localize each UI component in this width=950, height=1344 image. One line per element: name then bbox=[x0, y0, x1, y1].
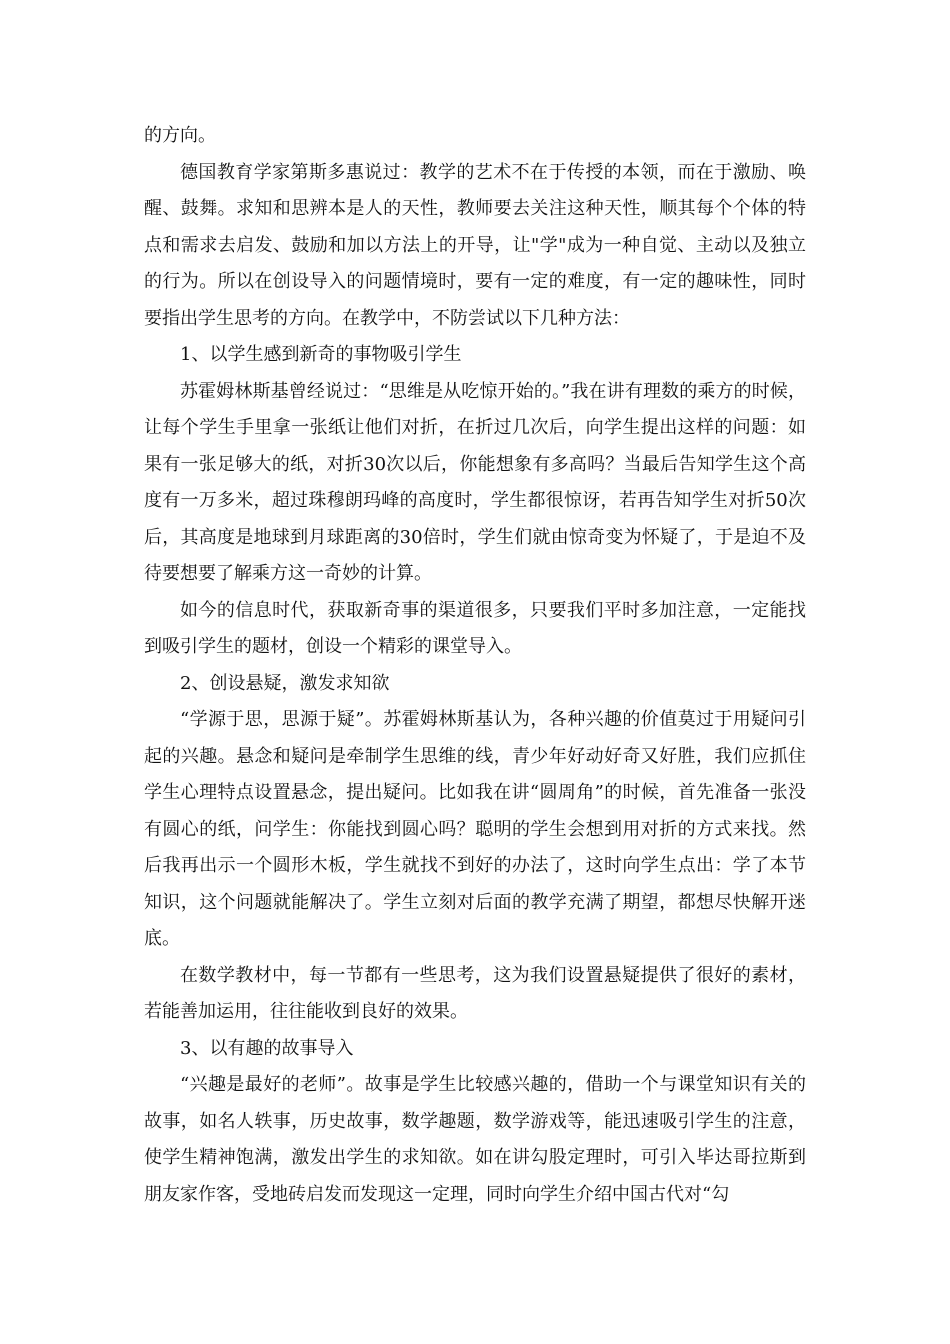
paragraph-7: “兴趣是最好的老师”。故事是学生比较感兴趣的，借助一个与课堂知识有关的故事，如名人轶事，历史故事，数学趣题，数学游戏等，能迅速吸引学生的注意，使学生精神饱满，激发出学生的求知欲。如在讲勾股定理时，可引入毕达哥拉斯到朋友家作客，受地砖启发而发现这一定理，同时向学生介绍中国古代对“勾 bbox=[144, 1074, 806, 1205]
paragraph-5: “学源于思，思源于疑”。苏霍姆林斯基认为，各种兴趣的价值莫过于用疑问引起的兴趣。悬念和疑问是牵制学生思维的线，青少年好动好奇又好胜，我们应抓住学生心理特点设置悬念，提出疑问。比如我在讲“圆周角”的时候，首先准备一张没有圆心的纸，问学生：你能找到圆心吗？聪明的学生会想到用对折的方式来找。然后我再出示一个圆形木板，学生就找不到好的办法了，这时向学生点出：学了本节知识，这个问题就能解决了。学生立刻对后面的教学充满了期望，都想尽快解开迷底。 bbox=[144, 709, 806, 949]
document-body bbox=[144, 118, 806, 1213]
paragraph-2: 德国教育学家第斯多惠说过：教学的艺术不在于传授的本领，而在于激励、唤醒、鼓舞。求知和思辨本是人的天性，教师要去关注这种天性，顺其每个个体的特点和需求去启发、鼓励和加以方法上的开导，让"学"成为一种自觉、主动以及独立的行为。所以在创设导入的问题情境时，要有一定的难度，有一定的趣味性，同时要指出学生思考的方向。在教学中，不防尝试以下几种方法： bbox=[144, 161, 806, 329]
paragraph-3: 苏霍姆林斯基曾经说过：“思维是从吃惊开始的。”我在讲有理数的乘方的时候，让每个学生手里拿一张纸让他们对折，在折过几次后，向学生提出这样的问题：如果有一张足够大的纸，对折30次以后，你能想象有多高吗？当最后告知学生这个高度有一万多米，超过珠穆朗玛峰的高度时，学生都很惊讶，若再告知学生对折50次后，其高度是地球到月球距离的30倍时，学生们就由惊奇变为怀疑了，于是迫不及待要想要了解乘方这一奇妙的计算。 bbox=[144, 380, 806, 584]
paragraph-1: 的方向。 bbox=[144, 125, 216, 146]
paragraph-4: 如今的信息时代，获取新奇事的渠道很多，只要我们平时多加注意，一定能找到吸引学生的题材，创设一个精彩的课堂导入。 bbox=[144, 599, 806, 657]
section-heading-3: 3、以有趣的故事导入 bbox=[180, 1037, 354, 1059]
paragraph-6: 在数学教材中，每一节都有一些思考，这为我们设置悬疑提供了很好的素材，若能善加运用，往往能收到良好的效果。 bbox=[144, 964, 806, 1022]
section-heading-1: 1、以学生感到新奇的事物吸引学生 bbox=[180, 344, 462, 365]
section-heading-2: 2、创设悬疑，激发求知欲 bbox=[180, 672, 390, 694]
